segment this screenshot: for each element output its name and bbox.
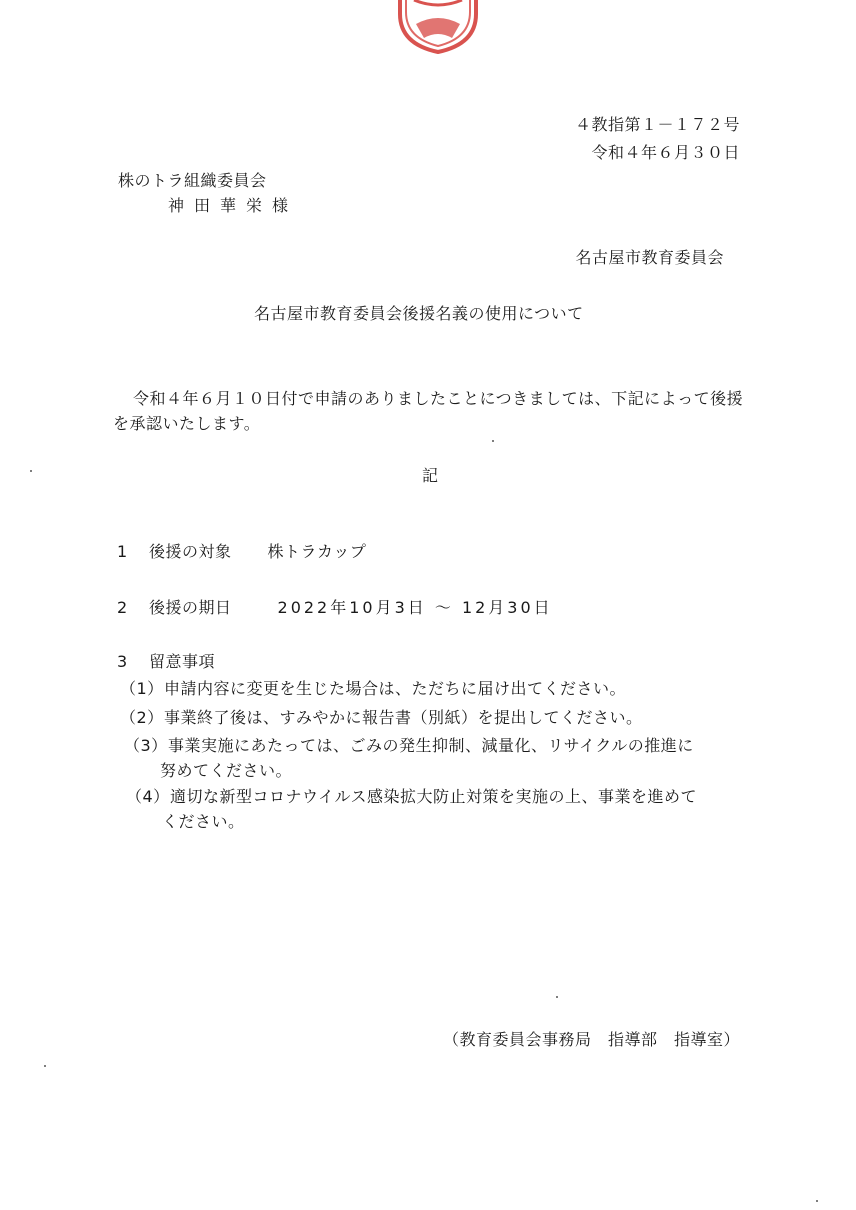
note-text: 適切な新型コロナウイルス感染拡大防止対策を実施の上、事業を進めて bbox=[170, 787, 698, 806]
item-label: 後援の対象 bbox=[149, 542, 232, 561]
item-label: 留意事項 bbox=[149, 652, 216, 671]
red-seal-stamp-icon bbox=[394, 0, 482, 56]
note-text: 事業終了後は、すみやかに報告書（別紙）を提出してください。 bbox=[164, 708, 643, 727]
document-number: ４教指第１－１７２号 bbox=[574, 115, 740, 134]
item-support-period bbox=[117, 597, 553, 619]
item-number: 3 bbox=[117, 652, 128, 671]
footer-department: （教育委員会事務局 指導部 指導室） bbox=[442, 1030, 740, 1049]
document-date: 令和４年６月３０日 bbox=[591, 143, 740, 162]
note-number: （3） bbox=[124, 736, 168, 755]
note-item bbox=[120, 676, 760, 701]
item-number: 2 bbox=[117, 598, 128, 617]
note-number: （1） bbox=[120, 679, 164, 698]
note-item bbox=[124, 733, 764, 783]
body-paragraph: 令和４年６月１０日付で申請のありましたことにつきましては、下記によって後援を承認いたします。 bbox=[113, 389, 744, 433]
item-value: 株トラカップ bbox=[267, 542, 367, 561]
ki-heading: 記 bbox=[422, 466, 439, 485]
scan-speck bbox=[492, 440, 494, 442]
scan-speck bbox=[30, 470, 32, 472]
recipient-name: 神田華栄様 bbox=[168, 196, 299, 215]
item-notes-heading bbox=[117, 651, 215, 673]
note-text-continued: ください。 bbox=[162, 812, 245, 831]
item-support-target bbox=[117, 541, 366, 563]
note-item bbox=[126, 784, 766, 834]
note-item bbox=[120, 705, 760, 730]
scan-speck bbox=[556, 996, 558, 998]
note-text: 申請内容に変更を生じた場合は、ただちに届け出てください。 bbox=[164, 679, 627, 698]
item-label: 後援の期日 bbox=[149, 598, 232, 617]
scan-speck bbox=[44, 1065, 46, 1067]
document-subject: 名古屋市教育委員会後援名義の使用について bbox=[254, 304, 584, 323]
item-value: 2022年10月3日 ～ 12月30日 bbox=[277, 598, 553, 617]
sender-name: 名古屋市教育委員会 bbox=[575, 248, 724, 267]
note-text: 事業実施にあたっては、ごみの発生抑制、減量化、リサイクルの推進に bbox=[168, 736, 694, 755]
note-text-continued: 努めてください。 bbox=[160, 761, 293, 780]
note-number: （4） bbox=[126, 787, 170, 806]
item-number: 1 bbox=[117, 542, 128, 561]
note-number: （2） bbox=[120, 708, 164, 727]
recipient-organization: 株のトラ組織委員会 bbox=[118, 171, 267, 190]
scan-speck bbox=[816, 1200, 818, 1202]
